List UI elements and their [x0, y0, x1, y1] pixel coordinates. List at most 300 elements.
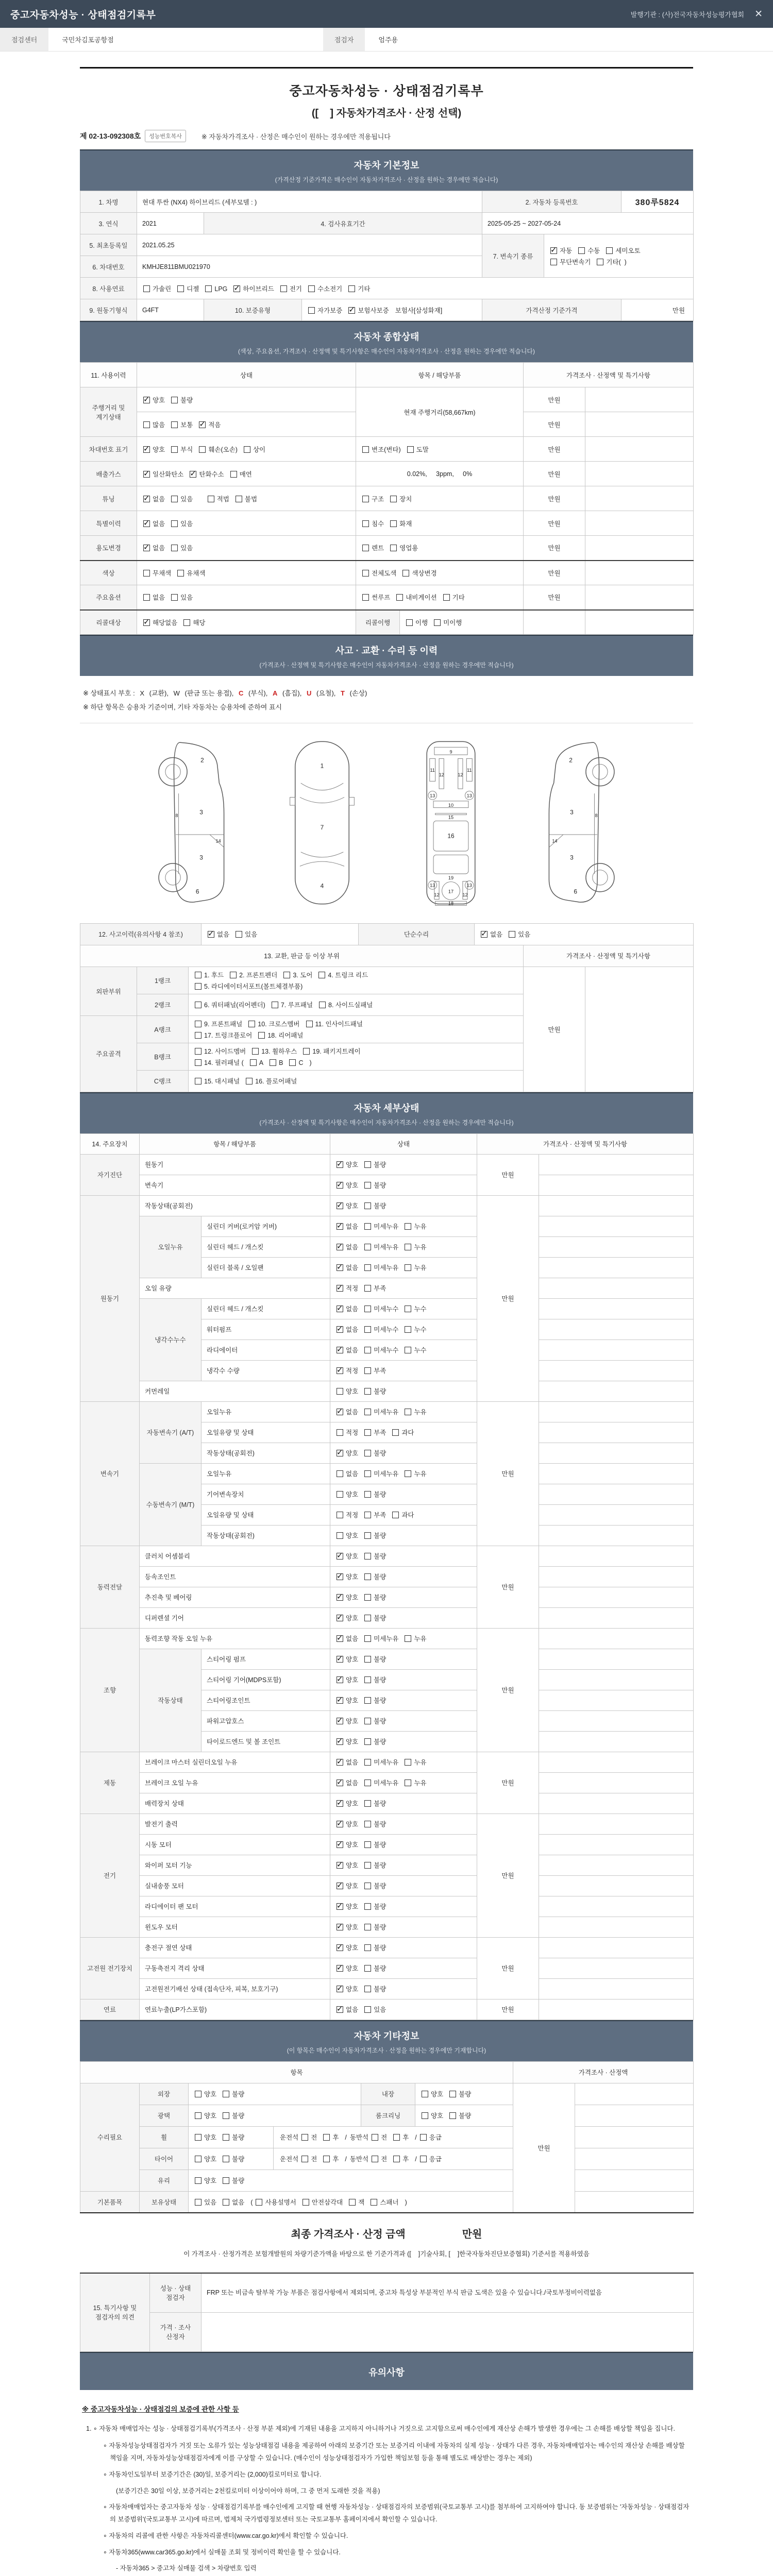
- checkbox-option[interactable]: [289, 1059, 303, 1066]
- checkbox-option[interactable]: [143, 420, 165, 429]
- checkbox-option[interactable]: [392, 1428, 414, 1437]
- checkbox-checked-icon[interactable]: [143, 520, 150, 527]
- checkbox-cell[interactable]: [330, 1463, 477, 1484]
- checkbox-unchecked-icon[interactable]: [289, 1059, 296, 1066]
- checkbox-option[interactable]: [283, 970, 312, 979]
- checkbox-checked-icon[interactable]: [208, 931, 214, 938]
- checkbox-cell[interactable]: [330, 1504, 477, 1525]
- checkbox-unchecked-icon[interactable]: [364, 1161, 371, 1168]
- checkbox-option[interactable]: [405, 1242, 426, 1251]
- checkbox-option[interactable]: [362, 592, 390, 602]
- checkbox-checked-icon[interactable]: [233, 285, 240, 292]
- checkbox-option[interactable]: [223, 2089, 244, 2098]
- checkbox-option[interactable]: [405, 1634, 426, 1643]
- checkbox-option[interactable]: [372, 2132, 387, 2142]
- checkbox-unchecked-icon[interactable]: [195, 1048, 201, 1055]
- checkbox-cell[interactable]: [330, 1443, 477, 1463]
- checkbox-unchecked-icon[interactable]: [364, 1821, 371, 1827]
- checkbox-option[interactable]: [337, 1840, 358, 1849]
- checkbox-checked-icon[interactable]: [337, 1862, 343, 1869]
- checkbox-checked-icon[interactable]: [337, 1367, 343, 1374]
- checkbox-unchecked-icon[interactable]: [283, 972, 290, 978]
- checkbox-unchecked-icon[interactable]: [256, 2199, 262, 2206]
- checkbox-unchecked-icon[interactable]: [393, 2134, 400, 2141]
- checkbox-option[interactable]: [337, 1386, 358, 1396]
- checkbox-unchecked-icon[interactable]: [171, 545, 178, 551]
- checkbox-option[interactable]: [323, 2132, 339, 2142]
- checkbox-unchecked-icon[interactable]: [390, 520, 397, 527]
- checkbox-checked-icon[interactable]: [190, 471, 196, 478]
- checkbox-option[interactable]: [364, 1922, 386, 1931]
- checkbox-unchecked-icon[interactable]: [303, 1048, 310, 1055]
- checkbox-option[interactable]: [195, 1030, 252, 1040]
- checkbox-option[interactable]: [337, 1448, 358, 1458]
- checkbox-option[interactable]: [405, 1263, 426, 1272]
- checkbox-option[interactable]: [195, 1046, 246, 1056]
- checkbox-option[interactable]: [337, 1922, 358, 1931]
- checkbox-unchecked-icon[interactable]: [337, 1512, 343, 1518]
- checkbox-option[interactable]: [402, 568, 436, 578]
- checkbox-option[interactable]: [337, 1984, 358, 1993]
- checkbox-option[interactable]: [364, 1819, 386, 1828]
- checkbox-option[interactable]: [337, 1283, 358, 1293]
- checkbox-unchecked-icon[interactable]: [405, 1347, 411, 1353]
- checkbox-cell[interactable]: [330, 1958, 477, 1978]
- checkbox-checked-icon[interactable]: [143, 397, 150, 403]
- checkbox-option[interactable]: [407, 445, 429, 454]
- checkbox-option[interactable]: [420, 2154, 442, 2163]
- checkbox-option[interactable]: [364, 1531, 386, 1540]
- checkbox-option[interactable]: [550, 246, 572, 255]
- checkbox-option[interactable]: [348, 306, 389, 315]
- checkbox-option[interactable]: [337, 1510, 358, 1519]
- checkbox-unchecked-icon[interactable]: [449, 2091, 456, 2097]
- checkbox-unchecked-icon[interactable]: [405, 1470, 411, 1477]
- checkbox-option[interactable]: [364, 1428, 386, 1437]
- checkbox-option[interactable]: [308, 306, 342, 315]
- checkbox-option[interactable]: [364, 1592, 386, 1602]
- checkbox-unchecked-icon[interactable]: [223, 2199, 229, 2206]
- checkbox-unchecked-icon[interactable]: [323, 2156, 330, 2162]
- checkbox-checked-icon[interactable]: [337, 1409, 343, 1415]
- checkbox-option[interactable]: [597, 257, 626, 266]
- checkbox-unchecked-icon[interactable]: [246, 1078, 253, 1084]
- checkbox-unchecked-icon[interactable]: [372, 2134, 378, 2141]
- checkbox-option[interactable]: [364, 1304, 398, 1313]
- checkbox-unchecked-icon[interactable]: [364, 1780, 371, 1786]
- checkbox-checked-icon[interactable]: [337, 1800, 343, 1807]
- checkbox-cell[interactable]: [400, 610, 524, 635]
- checkbox-unchecked-icon[interactable]: [364, 1388, 371, 1395]
- checkbox-option[interactable]: [195, 2132, 216, 2142]
- checkbox-cell[interactable]: [330, 1628, 477, 1649]
- checkbox-unchecked-icon[interactable]: [364, 1470, 371, 1477]
- checkbox-option[interactable]: [195, 2089, 216, 2098]
- checkbox-unchecked-icon[interactable]: [364, 1594, 371, 1601]
- checkbox-cell[interactable]: [356, 561, 524, 585]
- checkbox-unchecked-icon[interactable]: [364, 1532, 371, 1539]
- checkbox-unchecked-icon[interactable]: [364, 1676, 371, 1683]
- checkbox-option[interactable]: [364, 1345, 398, 1354]
- checkbox-option[interactable]: [405, 1778, 426, 1787]
- checkbox-unchecked-icon[interactable]: [195, 972, 201, 978]
- checkbox-unchecked-icon[interactable]: [364, 1264, 371, 1271]
- checkbox-unchecked-icon[interactable]: [422, 2112, 428, 2119]
- checkbox-unchecked-icon[interactable]: [364, 1553, 371, 1560]
- checkbox-checked-icon[interactable]: [337, 1450, 343, 1456]
- checkbox-option[interactable]: [372, 2154, 387, 2163]
- checkbox-option[interactable]: [250, 1059, 263, 1066]
- checkbox-cell[interactable]: [137, 585, 356, 610]
- checkbox-option[interactable]: [392, 1510, 414, 1519]
- checkbox-cell[interactable]: [137, 561, 356, 585]
- checkbox-checked-icon[interactable]: [199, 421, 206, 428]
- checkbox-unchecked-icon[interactable]: [364, 1573, 371, 1580]
- checkbox-checked-icon[interactable]: [550, 247, 557, 254]
- checkbox-cell[interactable]: [137, 486, 356, 511]
- checkbox-checked-icon[interactable]: [337, 1697, 343, 1704]
- checkbox-option[interactable]: [362, 568, 396, 578]
- checkbox-unchecked-icon[interactable]: [405, 1780, 411, 1786]
- checkbox-unchecked-icon[interactable]: [318, 972, 325, 978]
- checkbox-unchecked-icon[interactable]: [364, 1450, 371, 1456]
- checkbox-checked-icon[interactable]: [337, 1841, 343, 1848]
- checkbox-unchecked-icon[interactable]: [337, 1470, 343, 1477]
- checkbox-option[interactable]: [183, 618, 205, 627]
- checkbox-checked-icon[interactable]: [337, 1285, 343, 1292]
- checkbox-cell[interactable]: [189, 2126, 274, 2148]
- checkbox-unchecked-icon[interactable]: [392, 1429, 399, 1436]
- checkbox-checked-icon[interactable]: [337, 1944, 343, 1951]
- checkbox-option[interactable]: [337, 1819, 358, 1828]
- checkbox-option[interactable]: [318, 970, 368, 979]
- checkbox-cell[interactable]: [330, 1422, 477, 1443]
- checkbox-unchecked-icon[interactable]: [405, 1759, 411, 1766]
- checkbox-option[interactable]: [449, 2111, 471, 2120]
- checkbox-cell[interactable]: [330, 1381, 477, 1401]
- checkbox-unchecked-icon[interactable]: [171, 594, 178, 601]
- checkbox-option[interactable]: [364, 1263, 398, 1272]
- checkbox-option[interactable]: [364, 1489, 386, 1499]
- checkbox-option[interactable]: [246, 1076, 297, 1086]
- checkbox-option[interactable]: [195, 2154, 216, 2163]
- checkbox-option[interactable]: [364, 1201, 386, 1210]
- checkbox-unchecked-icon[interactable]: [364, 1635, 371, 1642]
- checkbox-unchecked-icon[interactable]: [406, 619, 413, 626]
- checkbox-option[interactable]: [248, 1019, 299, 1028]
- checkbox-checked-icon[interactable]: [337, 1780, 343, 1786]
- checkbox-unchecked-icon[interactable]: [364, 1223, 371, 1230]
- checkbox-option[interactable]: [405, 1407, 426, 1416]
- checkbox-checked-icon[interactable]: [337, 1161, 343, 1168]
- checkbox-option[interactable]: [171, 543, 193, 552]
- checkbox-unchecked-icon[interactable]: [195, 983, 201, 990]
- checkbox-cell[interactable]: [330, 1195, 477, 1216]
- checkbox-checked-icon[interactable]: [337, 1759, 343, 1766]
- checkbox-option[interactable]: [223, 2111, 244, 2120]
- checkbox-checked-icon[interactable]: [337, 1347, 343, 1353]
- checkbox-cell[interactable]: [356, 585, 524, 610]
- checkbox-cell[interactable]: [330, 1917, 477, 1937]
- checkbox-option[interactable]: [195, 2197, 216, 2207]
- checkbox-option[interactable]: [195, 970, 224, 979]
- checkbox-option[interactable]: [405, 1469, 426, 1478]
- checkbox-option[interactable]: [337, 1489, 358, 1499]
- checkbox-option[interactable]: [143, 568, 171, 578]
- checkbox-option[interactable]: [405, 1222, 426, 1231]
- checkbox-unchecked-icon[interactable]: [364, 1306, 371, 1312]
- checkbox-option[interactable]: [364, 1840, 386, 1849]
- checkbox-option[interactable]: [223, 2154, 244, 2163]
- checkbox-checked-icon[interactable]: [337, 1718, 343, 1724]
- checkbox-checked-icon[interactable]: [337, 1635, 343, 1642]
- checkbox-unchecked-icon[interactable]: [405, 1326, 411, 1333]
- checkbox-option[interactable]: [223, 2176, 244, 2185]
- checkbox-unchecked-icon[interactable]: [364, 1615, 371, 1621]
- checkbox-cell[interactable]: [189, 2170, 513, 2191]
- checkbox-unchecked-icon[interactable]: [252, 1048, 259, 1055]
- checkbox-cell[interactable]: [137, 278, 694, 299]
- checkbox-cell[interactable]: [274, 2148, 513, 2170]
- checkbox-cell[interactable]: [302, 299, 482, 321]
- checkbox-unchecked-icon[interactable]: [177, 570, 184, 577]
- checkbox-unchecked-icon[interactable]: [171, 397, 178, 403]
- checkbox-unchecked-icon[interactable]: [223, 2177, 229, 2184]
- checkbox-unchecked-icon[interactable]: [348, 285, 355, 292]
- checkbox-option[interactable]: [256, 2197, 296, 2207]
- checkbox-checked-icon[interactable]: [337, 1903, 343, 1910]
- checkbox-option[interactable]: [405, 1304, 426, 1313]
- checkbox-option[interactable]: [303, 2197, 343, 2207]
- checkbox-unchecked-icon[interactable]: [258, 1032, 265, 1039]
- checkbox-checked-icon[interactable]: [337, 1965, 343, 1972]
- checkbox-option[interactable]: [337, 1366, 358, 1375]
- checkbox-checked-icon[interactable]: [337, 1306, 343, 1312]
- checkbox-unchecked-icon[interactable]: [223, 2156, 229, 2162]
- checkbox-option[interactable]: [337, 1407, 358, 1416]
- checkbox-option[interactable]: [364, 1386, 386, 1396]
- checkbox-option[interactable]: [364, 1366, 386, 1375]
- checkbox-option[interactable]: [362, 543, 384, 552]
- checkbox-option[interactable]: [337, 1799, 358, 1808]
- checkbox-option[interactable]: [364, 1407, 398, 1416]
- checkbox-option[interactable]: [364, 1180, 386, 1190]
- checkbox-cell[interactable]: [415, 2083, 513, 2105]
- checkbox-unchecked-icon[interactable]: [364, 1718, 371, 1724]
- checkbox-unchecked-icon[interactable]: [280, 285, 287, 292]
- checkbox-unchecked-icon[interactable]: [236, 931, 242, 938]
- checkbox-unchecked-icon[interactable]: [402, 570, 409, 577]
- checkbox-cell[interactable]: [189, 2105, 361, 2126]
- checkbox-unchecked-icon[interactable]: [364, 1986, 371, 1992]
- checkbox-cell[interactable]: [330, 1587, 477, 1607]
- checkbox-option[interactable]: [143, 618, 177, 627]
- checkbox-option[interactable]: [337, 1943, 358, 1952]
- checkbox-unchecked-icon[interactable]: [362, 545, 369, 551]
- checkbox-option[interactable]: [364, 1737, 386, 1746]
- checkbox-cell[interactable]: [137, 610, 356, 635]
- checkbox-option[interactable]: [195, 2111, 216, 2120]
- checkbox-cell[interactable]: [475, 923, 694, 945]
- checkbox-option[interactable]: [195, 1019, 242, 1028]
- checkbox-option[interactable]: [195, 1058, 244, 1067]
- checkbox-option[interactable]: [171, 395, 193, 404]
- checkbox-option[interactable]: [364, 1283, 386, 1293]
- checkbox-option[interactable]: [364, 1881, 386, 1890]
- checkbox-option[interactable]: [236, 929, 257, 939]
- checkbox-checked-icon[interactable]: [143, 619, 150, 626]
- checkbox-unchecked-icon[interactable]: [420, 2134, 427, 2141]
- checkbox-unchecked-icon[interactable]: [195, 1078, 201, 1084]
- checkbox-unchecked-icon[interactable]: [205, 285, 212, 292]
- checkbox-option[interactable]: [420, 2132, 442, 2142]
- checkbox-cell[interactable]: [274, 2126, 513, 2148]
- checkbox-cell[interactable]: [330, 1731, 477, 1752]
- checkbox-option[interactable]: [171, 420, 193, 429]
- checkbox-unchecked-icon[interactable]: [303, 2199, 309, 2206]
- checkbox-option[interactable]: [205, 285, 227, 293]
- checkbox-cell[interactable]: [330, 1855, 477, 1875]
- checkbox-option[interactable]: [481, 929, 502, 939]
- checkbox-cell[interactable]: [330, 1710, 477, 1731]
- checkbox-option[interactable]: [143, 519, 165, 528]
- checkbox-option[interactable]: [337, 1881, 358, 1890]
- checkbox-option[interactable]: [364, 2005, 386, 2014]
- checkbox-unchecked-icon[interactable]: [195, 2177, 201, 2184]
- checkbox-unchecked-icon[interactable]: [364, 1182, 371, 1189]
- checkbox-unchecked-icon[interactable]: [337, 1388, 343, 1395]
- checkbox-option[interactable]: [364, 1778, 398, 1787]
- checkbox-checked-icon[interactable]: [143, 471, 150, 478]
- checkbox-option[interactable]: [199, 420, 221, 429]
- checkbox-unchecked-icon[interactable]: [364, 1903, 371, 1910]
- checkbox-unchecked-icon[interactable]: [270, 1059, 276, 1066]
- checkbox-unchecked-icon[interactable]: [143, 594, 150, 601]
- checkbox-checked-icon[interactable]: [337, 1821, 343, 1827]
- checkbox-option[interactable]: [252, 1046, 297, 1056]
- checkbox-option[interactable]: [337, 1180, 358, 1190]
- checkbox-checked-icon[interactable]: [143, 496, 150, 502]
- checkbox-unchecked-icon[interactable]: [364, 1326, 371, 1333]
- checkbox-option[interactable]: [364, 1902, 386, 1911]
- checkbox-option[interactable]: [143, 469, 183, 479]
- checkbox-option[interactable]: [195, 981, 303, 991]
- checkbox-unchecked-icon[interactable]: [364, 1409, 371, 1415]
- checkbox-option[interactable]: [337, 1242, 358, 1251]
- checkbox-option[interactable]: [195, 1076, 240, 1086]
- checkbox-unchecked-icon[interactable]: [143, 285, 150, 292]
- copy-number-button[interactable]: 성능번호복사: [145, 130, 186, 142]
- checkbox-unchecked-icon[interactable]: [364, 1697, 371, 1704]
- checkbox-cell[interactable]: [330, 1278, 477, 1298]
- checkbox-option[interactable]: [349, 2197, 364, 2207]
- checkbox-option[interactable]: [364, 1984, 386, 1993]
- checkbox-unchecked-icon[interactable]: [578, 247, 585, 254]
- checkbox-option[interactable]: [364, 1799, 386, 1808]
- checkbox-option[interactable]: [337, 1160, 358, 1169]
- checkbox-cell[interactable]: [189, 2148, 274, 2170]
- checkbox-cell[interactable]: [330, 1772, 477, 1793]
- checkbox-checked-icon[interactable]: [337, 1573, 343, 1580]
- checkbox-unchecked-icon[interactable]: [420, 2156, 427, 2162]
- checkbox-cell[interactable]: [189, 994, 524, 1015]
- checkbox-option[interactable]: [364, 1613, 386, 1622]
- checkbox-cell[interactable]: [544, 234, 694, 278]
- checkbox-option[interactable]: [364, 1242, 398, 1251]
- checkbox-unchecked-icon[interactable]: [509, 931, 515, 938]
- checkbox-checked-icon[interactable]: [337, 1202, 343, 1209]
- close-icon[interactable]: ✕: [754, 8, 763, 20]
- checkbox-unchecked-icon[interactable]: [405, 1244, 411, 1250]
- checkbox-checked-icon[interactable]: [337, 1326, 343, 1333]
- checkbox-option[interactable]: [364, 1222, 398, 1231]
- checkbox-option[interactable]: [390, 543, 418, 552]
- checkbox-option[interactable]: [337, 1325, 358, 1334]
- checkbox-checked-icon[interactable]: [337, 1553, 343, 1560]
- checkbox-cell[interactable]: [330, 1752, 477, 1772]
- checkbox-unchecked-icon[interactable]: [362, 496, 369, 502]
- checkbox-cell[interactable]: [330, 1607, 477, 1628]
- checkbox-unchecked-icon[interactable]: [195, 2199, 201, 2206]
- checkbox-unchecked-icon[interactable]: [223, 2091, 229, 2097]
- checkbox-unchecked-icon[interactable]: [306, 1021, 313, 1027]
- checkbox-checked-icon[interactable]: [337, 1182, 343, 1189]
- checkbox-option[interactable]: [422, 2089, 443, 2098]
- checkbox-cell[interactable]: [330, 1319, 477, 1340]
- checkbox-option[interactable]: [171, 592, 193, 602]
- checkbox-option[interactable]: [337, 1696, 358, 1705]
- checkbox-option[interactable]: [337, 1263, 358, 1272]
- checkbox-checked-icon[interactable]: [143, 545, 150, 551]
- checkbox-unchecked-icon[interactable]: [349, 2199, 356, 2206]
- checkbox-cell[interactable]: [189, 1070, 524, 1092]
- checkbox-unchecked-icon[interactable]: [362, 594, 369, 601]
- checkbox-option[interactable]: [143, 494, 165, 503]
- checkbox-checked-icon[interactable]: [143, 446, 150, 453]
- checkbox-cell[interactable]: [189, 1015, 524, 1043]
- checkbox-checked-icon[interactable]: [337, 1738, 343, 1745]
- checkbox-checked-icon[interactable]: [337, 1986, 343, 1992]
- checkbox-unchecked-icon[interactable]: [422, 2091, 428, 2097]
- checkbox-cell[interactable]: [330, 1484, 477, 1504]
- checkbox-option[interactable]: [337, 1902, 358, 1911]
- checkbox-cell[interactable]: [330, 1566, 477, 1587]
- checkbox-unchecked-icon[interactable]: [308, 307, 315, 314]
- checkbox-unchecked-icon[interactable]: [183, 619, 190, 626]
- checkbox-cell[interactable]: [330, 1875, 477, 1896]
- checkbox-checked-icon[interactable]: [337, 1223, 343, 1230]
- checkbox-option[interactable]: [223, 2132, 244, 2142]
- checkbox-unchecked-icon[interactable]: [407, 446, 414, 453]
- checkbox-cell[interactable]: [330, 1669, 477, 1690]
- checkbox-unchecked-icon[interactable]: [371, 2199, 377, 2206]
- checkbox-cell[interactable]: [330, 1401, 477, 1422]
- checkbox-option[interactable]: [190, 469, 224, 479]
- checkbox-cell[interactable]: [137, 536, 356, 561]
- checkbox-option[interactable]: [443, 592, 465, 602]
- checkbox-option[interactable]: [393, 2154, 409, 2163]
- checkbox-cell[interactable]: [356, 511, 524, 536]
- checkbox-option[interactable]: [272, 1000, 313, 1009]
- checkbox-option[interactable]: [230, 469, 252, 479]
- checkbox-checked-icon[interactable]: [337, 1244, 343, 1250]
- checkbox-cell[interactable]: [137, 412, 356, 437]
- checkbox-option[interactable]: [143, 543, 165, 552]
- checkbox-unchecked-icon[interactable]: [195, 2134, 201, 2141]
- checkbox-cell[interactable]: [330, 1360, 477, 1381]
- checkbox-option[interactable]: [364, 1860, 386, 1870]
- checkbox-option[interactable]: [406, 618, 428, 627]
